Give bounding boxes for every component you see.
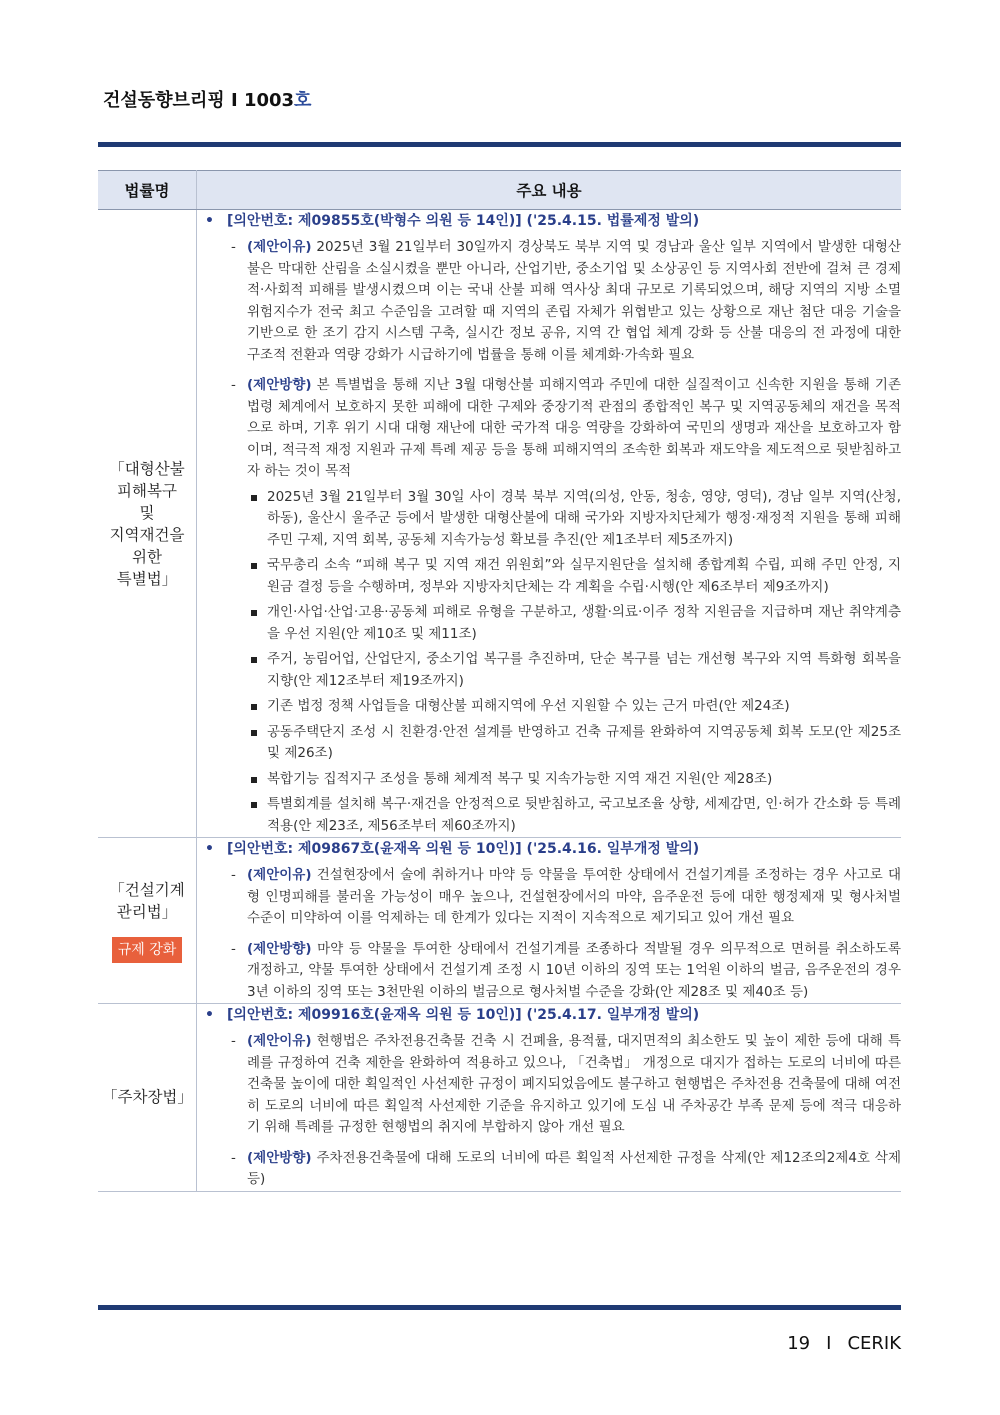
content-cell — [197, 210, 902, 838]
org-name: CERIK — [847, 1333, 901, 1354]
list-item: 2025년 3월 21일부터 3월 30일 사이 경북 북부 지역(의성, 안동, 청송, 영양, 영덕), 경남 일부 지역(산청, 하동), 울산시 울주군 등에서 발생한 대형산불에 대해 국가와 지방자치단체가 행정·재정적 지원을 통해 피해 주민 구제, 지역 회복, 공동체 지속가능성 확보를 추진(안 제1조부터 제5조까지) — [247, 487, 901, 552]
direction-label: (제안방향) — [247, 377, 312, 393]
reason-text: 현행법은 주차전용건축물 건축 시 건폐율, 용적률, 대지면적의 최소한도 및 높이 제한 등에 대해 특례를 규정하여 건축 제한을 완화하여 적용하고 있으나, 「건축법」 개정으로 대지가 접하는 도로의 너비에 따른 건축물 높이에 대한 획일적인 사선제한 규정이 폐지되었음에도 불구하고 현행법은 주차전용 건축물에 대해 여전히 도로의 너비에 따른 획일적 사선제한 기준을 유지하고 있기에 도심 내 주차공간 부족 문제 등에 적극 대응하기 위해 특례를 규정한 현행법의 취지에 부합하지 않아 개선 필요 — [247, 1033, 901, 1135]
proposal-direction — [231, 939, 901, 1004]
law-name-cell — [98, 838, 197, 1004]
reason-label: (제안이유) — [247, 239, 312, 255]
proposal-reason — [231, 237, 901, 366]
footer-separator: I — [826, 1333, 832, 1354]
list-item: 복합기능 집적지구 조성을 통해 체계적 복구 및 지속가능한 지역 재건 지원(안 제28조) — [247, 769, 901, 791]
list-item: 주거, 농림어업, 산업단지, 중소기업 복구를 추진하며, 단순 복구를 넘는 개선형 복구와 지역 특화형 회복을 지향(안 제12조부터 제19조까지) — [247, 649, 901, 692]
bottom-rule — [98, 1305, 901, 1310]
law-name-cell — [98, 1004, 197, 1192]
proposal-reason — [231, 865, 901, 930]
page-header — [103, 86, 311, 112]
page-number: 19 — [787, 1333, 811, 1354]
bill-number: • [의안번호: 제09916호(윤재옥 의원 등 10인)] ('25.4.17. 일부개정 발의) — [205, 1004, 901, 1026]
column-header-content: 주요 내용 — [197, 171, 902, 210]
direction-text: 주차전용건축물에 대해 도로의 너비에 따른 획일적 사선제한 규정을 삭제(안 제12조의2제4호 삭제 등) — [247, 1149, 901, 1187]
list-item: 특별회계를 설치해 복구·재건을 안정적으로 뒷받침하고, 국고보조율 상향, 세제감면, 인·허가 간소화 등 특례 적용(안 제23조, 제56조부터 제60조까지) — [247, 794, 901, 837]
direction-label: (제안방향) — [247, 940, 312, 957]
table-header-row — [98, 171, 901, 210]
column-header-law: 법률명 — [98, 171, 197, 210]
list-item: 공동주택단지 조성 시 친환경·안전 설계를 반영하고 건축 규제를 완화하여 지역공동체 회복 도모(안 제25조 및 제26조) — [247, 722, 901, 765]
reason-text: 건설현장에서 술에 취하거나 마약 등 약물을 투여한 상태에서 건설기계를 조정하는 경우 사고로 대형 인명피해를 불러올 가능성이 매우 높으나, 건설현장에서의 마약, 음주운전 등에 대한 행정제재 및 형사처벌 수준이 미약하여 이를 억제하는 데 한계가 있다는 지적이 지속적으로 제기되고 있어 개선 필요 — [247, 867, 901, 926]
law-name: 「주차장법」 — [102, 1088, 193, 1107]
proposal-reason — [231, 1031, 901, 1139]
table-row — [98, 838, 901, 1004]
law-name-cell — [98, 210, 197, 838]
content-cell — [197, 1004, 902, 1192]
direction-label: (제안방향) — [247, 1149, 312, 1166]
law-table — [98, 170, 901, 1192]
law-name: 「대형산불 피해복구 및 지역재건을 위한 특별법」 — [109, 459, 185, 588]
content-cell — [197, 838, 902, 1004]
bill-number: • [의안번호: 제09855호(박형수 의원 등 14인)] ('25.4.15. 법률제정 발의) — [205, 210, 901, 232]
table-row — [98, 210, 901, 838]
provision-list — [247, 487, 901, 838]
proposal-direction — [231, 375, 901, 837]
header-title-suffix: 호 — [294, 90, 312, 111]
reason-label: (제안이유) — [247, 867, 312, 883]
page-footer — [787, 1333, 901, 1354]
regulation-badge: 규제 강화 — [112, 937, 183, 963]
direction-text: 본 특별법을 통해 지난 3월 대형산불 피해지역과 주민에 대한 실질적이고 신속한 지원을 통해 기존 법령 체계에서 보호하지 못한 피해에 대한 구제와 중장기적 관점의 종합적인 복구 및 지역공동체의 재건을 목적으로 하며, 기후 위기 시대 대형 재난에 대한 국가적 대응 역량을 강화하여 국민의 생명과 재산을 보호하고자 함이며, 적극적 재정 지원과 규제 특례 제공 등을 통해 피해지역의 조속한 회복과 재도약을 제도적으로 뒷받침하고자 하는 것이 목적 — [247, 377, 901, 479]
list-item: 개인·사업·산업·고용·공동체 피해로 유형을 구분하고, 생활·의료·이주 정착 지원금을 지급하며 재난 취약계층을 우선 지원(안 제10조 및 제11조) — [247, 602, 901, 645]
list-item: 기존 법정 정책 사업들을 대형산불 피해지역에 우선 지원할 수 있는 근거 마련(안 제24조) — [247, 696, 901, 718]
table-row — [98, 1004, 901, 1192]
reason-label: (제안이유) — [247, 1033, 312, 1049]
direction-text: 마약 등 약물을 투여한 상태에서 건설기계를 조종하다 적발될 경우 의무적으로 면허를 취소하도록 개정하고, 약물 투여한 상태에서 건설기계 조정 시 10년 이하의 징역 또는 1억원 이하의 벌금, 음주운전의 경우 3년 이하의 징역 또는 3천만원 이하의 벌금으로 형사처벌 수준을 강화(안 제28조 및 제40조 등) — [247, 940, 901, 1000]
proposal-direction — [231, 1148, 901, 1191]
top-rule — [98, 142, 901, 147]
header-title: 건설동향브리핑 I 1003 — [103, 90, 295, 111]
law-name: 「건설기계 관리법」 — [109, 880, 185, 921]
list-item: 국무총리 소속 “피해 복구 및 지역 재건 위원회”와 실무지원단을 설치해 종합계획 수립, 피해 주민 안정, 지원금 결정 등을 수행하며, 정부와 지방자치단체는 각 계획을 수립·시행(안 제6조부터 제9조까지) — [247, 555, 901, 598]
reason-text: 2025년 3월 21일부터 30일까지 경상북도 북부 지역 및 경남과 울산 일부 지역에서 발생한 대형산불은 막대한 산림을 소실시켰을 뿐만 아니라, 산업기반, 중소기업 및 소상공인 등 지역사회 전반에 걸쳐 큰 경제적·사회적 피해를 발생시켰으며 이는 국내 산불 피해 역사상 최대 규모로 기록되었으며, 해당 지역의 지방 소멸 위험지수가 전국 최고 수준임을 고려할 때 지역의 존립 자체가 위협받고 있는 상황으로 재난 첨단 대응 기술을 기반으로 한 조기 감지 시스템 구축, 실시간 정보 공유, 지역 간 협업 체계 강화 등 산불 대응의 전 과정에 대한 구조적 전환과 역량 강화가 시급하기에 법률을 통해 이를 체계화·가속화 필요 — [247, 239, 901, 363]
bill-number: • [의안번호: 제09867호(윤재옥 의원 등 10인)] ('25.4.16. 일부개정 발의) — [205, 838, 901, 860]
